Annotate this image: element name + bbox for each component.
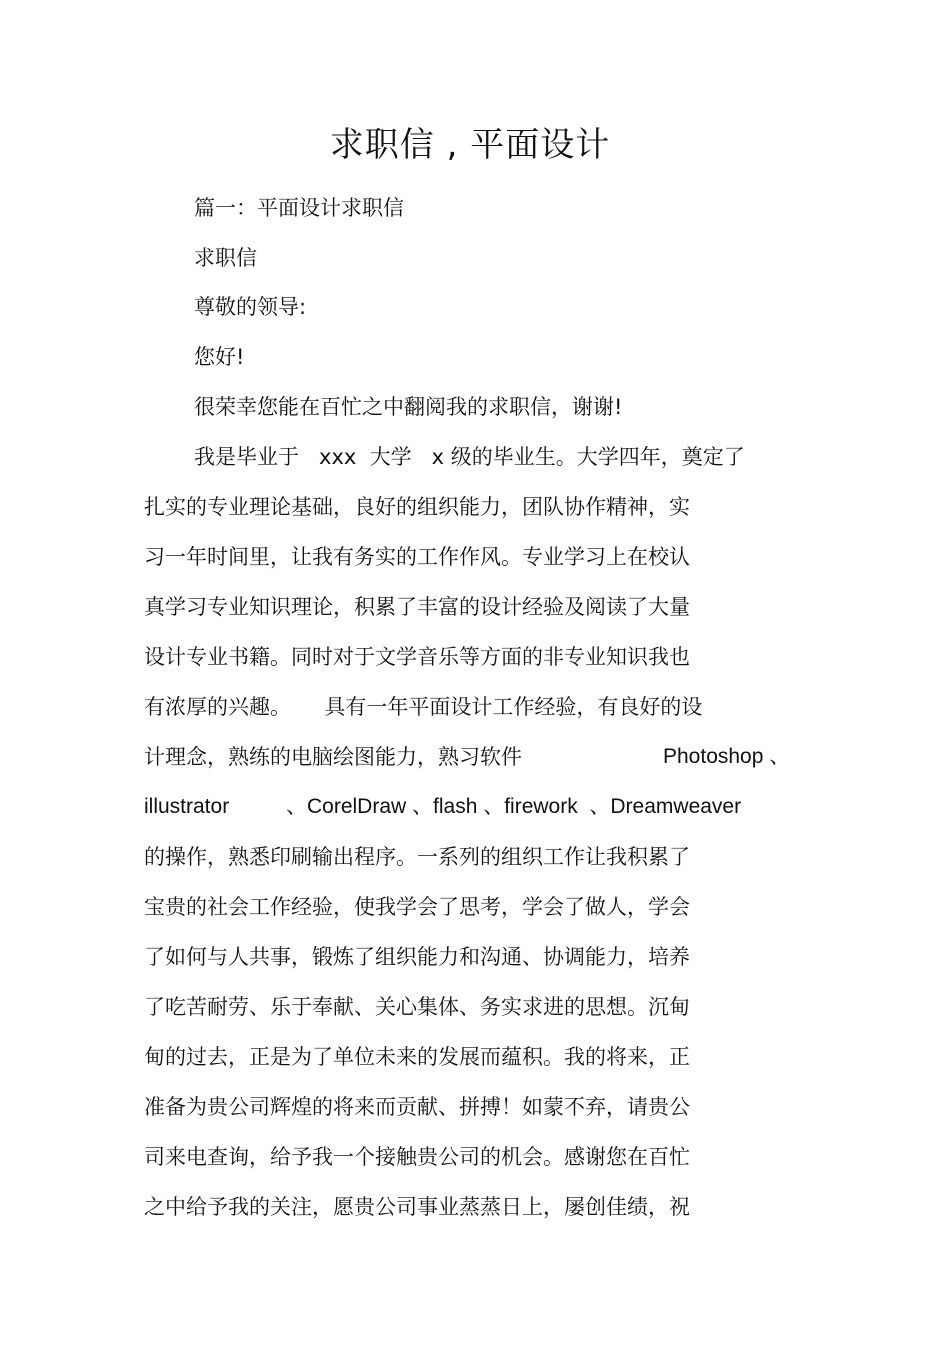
section-heading: 篇一：平面设计求职信: [194, 196, 404, 220]
paragraph-line: 之中给予我的关注，愿贵公司事业蒸蒸日上，屡创佳绩，祝: [144, 1195, 690, 1219]
paragraph-line: 习一年时间里，让我有务实的工作作风。专业学习上在校认: [144, 545, 690, 569]
paragraph-line: 甸的过去，正是为了单位未来的发展而蕴积。我的将来，正: [144, 1045, 690, 1069]
paragraph-line-software: Photoshop 、: [663, 745, 791, 768]
paragraph-line: 很荣幸您能在百忙之中翻阅我的求职信，谢谢!: [194, 395, 623, 419]
paragraph-line: 司来电查询，给予我一个接触贵公司的机会。感谢您在百忙: [144, 1145, 690, 1169]
document-title: 求职信 , 平面设计: [329, 125, 611, 165]
salutation: 尊敬的领导:: [194, 295, 307, 319]
paragraph-line: 计理念，熟练的电脑绘图能力，熟习软件: [144, 745, 522, 769]
paragraph-line: 真学习专业知识理论，积累了丰富的设计经验及阅读了大量: [144, 595, 690, 619]
paragraph-line: 了如何与人共事，锻炼了组织能力和沟通、协调能力，培养: [144, 945, 690, 969]
paragraph-line: 有浓厚的兴趣。 具有一年平面设计工作经验，有良好的设: [144, 695, 703, 719]
paragraph-line: 的操作，熟悉印刷输出程序。一系列的组织工作让我积累了: [144, 845, 690, 869]
software-list: 、CorelDraw 、flash 、firework 、Dreamweaver: [286, 795, 742, 818]
paragraph-line: 准备为贵公司辉煌的将来而贡献、拼搏！如蒙不弃，请贵公: [144, 1095, 690, 1119]
paragraph-line: 我是毕业于 xxx 大学 x 级的毕业生。大学四年，奠定了: [194, 445, 745, 469]
paragraph-line: 扎实的专业理论基础，良好的组织能力，团队协作精神，实: [144, 495, 690, 519]
software-item: illustrator: [144, 795, 230, 818]
greeting: 您好!: [194, 345, 245, 369]
paragraph-line: 宝贵的社会工作经验，使我学会了思考，学会了做人，学会: [144, 895, 690, 919]
paragraph-line: 了吃苦耐劳、乐于奉献、关心集体、务实求进的思想。沉甸: [144, 995, 690, 1019]
paragraph-line: 设计专业书籍。同时对于文学音乐等方面的非专业知识我也: [144, 645, 690, 669]
letter-heading: 求职信: [194, 246, 257, 270]
